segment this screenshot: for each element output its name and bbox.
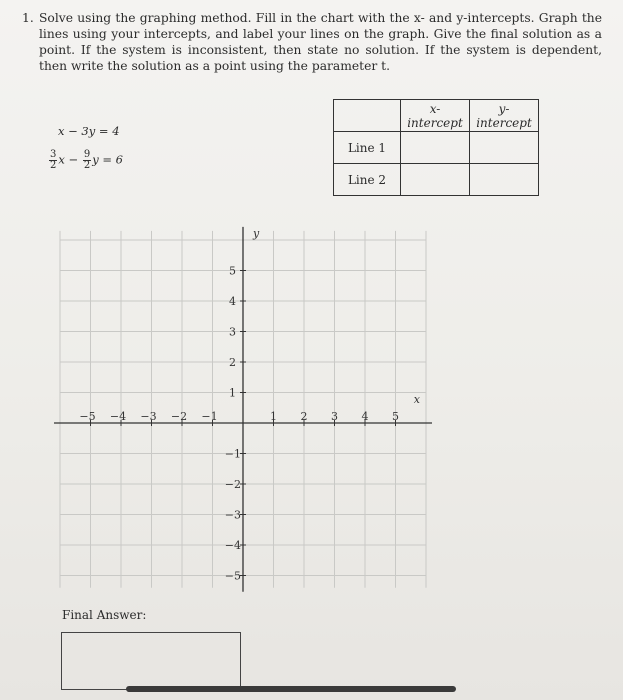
row-label-line-2: Line 2 <box>334 164 401 196</box>
problem-number: 1. <box>22 11 34 25</box>
y-tick-label: −1 <box>224 447 241 461</box>
equation-2: $\frac{3}{2}$ x − $\frac{9}{2}$ y = 6 <box>50 149 123 171</box>
final-answer-box[interactable] <box>61 632 241 690</box>
header-x-intercept: x-intercept <box>401 100 470 132</box>
page-edge-bar <box>126 686 456 692</box>
y-tick-label: 5 <box>229 264 236 278</box>
tick-labels <box>79 227 420 583</box>
equation-1: x − 3y = 4 <box>58 124 120 138</box>
y-tick-label: −5 <box>224 569 241 583</box>
x-tick-label: −2 <box>170 410 188 423</box>
y-tick-label: −2 <box>224 478 241 491</box>
header-y-intercept: y-intercept <box>470 100 539 132</box>
y-tick-label: 2 <box>229 356 236 369</box>
x-tick-label: −5 <box>79 410 96 423</box>
x-tick-label: 1 <box>270 410 277 423</box>
y-tick-label: −4 <box>224 539 241 552</box>
x-tick-label: 2 <box>300 410 308 423</box>
y-tick-label: 1 <box>229 386 236 400</box>
x-axis-label: x <box>413 393 420 406</box>
x-tick-label: −3 <box>140 410 157 423</box>
y-tick-label: 4 <box>229 295 236 308</box>
x-tick-label: 3 <box>331 410 338 423</box>
y-tick-label: −3 <box>224 508 241 522</box>
x-tick-label: 4 <box>361 410 369 423</box>
problem-text: Solve using the graphing method. Fill in the chart with the x- and y-intercepts. Graph the lines using your intercepts, and label your lines on the graph. Give the final solution as a point. If the system is inconsistent, then state no solution. If the system is dependent, then write the solution as a point using the parameter t. <box>39 11 602 73</box>
x-tick-label: −4 <box>109 410 127 423</box>
fraction-3-over-2: $\frac{3}{2}$ <box>50 149 57 171</box>
y-axis-label: y <box>253 226 260 240</box>
x-tick-label: −1 <box>201 410 218 423</box>
final-answer-label: Final Answer: <box>62 608 147 622</box>
row-label-line-1: Line 1 <box>334 132 401 164</box>
x-tick-label: 5 <box>392 410 399 423</box>
y-tick-label: 3 <box>229 325 236 339</box>
fraction-9-over-2: $\frac{9}{2}$ <box>83 149 91 171</box>
